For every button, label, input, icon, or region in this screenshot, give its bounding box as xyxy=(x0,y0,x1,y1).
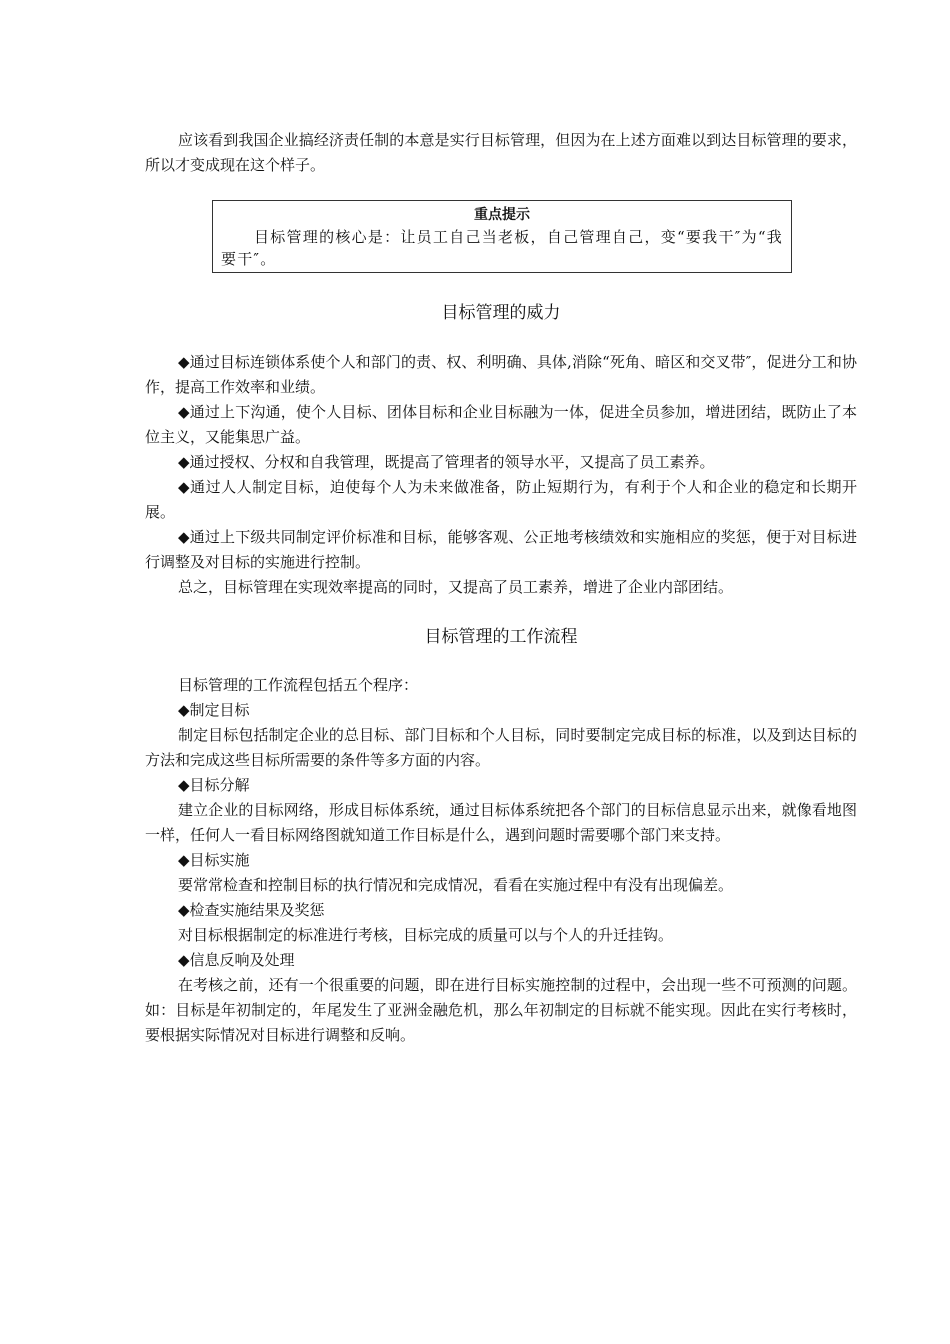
workflow-step-paragraph: 制定目标包括制定企业的总目标、部门目标和个人目标，同时要制定完成目标的标准，以及到达目标的方法和完成这些目标所需要的条件等多方面的内容。 xyxy=(145,726,857,769)
workflow-step-heading: ◆目标分解 xyxy=(178,776,250,794)
workflow-step-heading: ◆目标实施 xyxy=(178,851,250,869)
section-heading-power: 目标管理的威力 xyxy=(441,303,561,323)
power-paragraph: ◆通过上下级共同制定评价标准和目标，能够客观、公正地考核绩效和实施相应的奖惩，便于对目标进行调整及对目标的实施进行控制。 xyxy=(145,528,857,571)
power-paragraph: ◆通过人人制定目标，迫使每个人为未来做准备，防止短期行为，有利于个人和企业的稳定和长期开展。 xyxy=(145,478,857,521)
workflow-step-heading: ◆制定目标 xyxy=(178,701,250,719)
document-content xyxy=(145,128,857,1048)
workflow-step-heading: ◆检查实施结果及奖惩 xyxy=(178,901,325,919)
section-heading-workflow: 目标管理的工作流程 xyxy=(424,627,578,647)
workflow-step-paragraph: 建立企业的目标网络，形成目标体系统，通过目标体系统把各个部门的目标信息显示出来，就像看地图一样，任何人一看目标网络图就知道工作目标是什么，遇到问题时需要哪个部门来支持。 xyxy=(145,801,857,844)
key-tip-body: 目标管理的核心是：让员工自己当老板，自己管理自己，变“要我干″为“我要干″。 xyxy=(221,228,783,268)
key-tip-title: 重点提示 xyxy=(474,207,530,223)
power-summary-paragraph: 总之，目标管理在实现效率提高的同时，又提高了员工素养，增进了企业内部团结。 xyxy=(178,578,734,596)
key-tip-box xyxy=(212,200,792,273)
power-paragraph: ◆通过目标连锁体系使个人和部门的责、权、利明确、具体,消除“死角、暗区和交叉带″，促进分工和协作，提高工作效率和业绩。 xyxy=(145,353,857,396)
workflow-intro-paragraph: 目标管理的工作流程包括五个程序： xyxy=(178,676,419,694)
intro-paragraph: 应该看到我国企业搞经济责任制的本意是实行目标管理，但因为在上述方面难以到达目标管理的要求，所以才变成现在这个样子。 xyxy=(145,131,857,174)
power-paragraph: ◆通过授权、分权和自我管理，既提高了管理者的领导水平，又提高了员工素养。 xyxy=(178,453,715,471)
workflow-step-heading: ◆信息反响及处理 xyxy=(178,951,295,969)
power-paragraph: ◆通过上下沟通，使个人目标、团体目标和企业目标融为一体，促进全员参加，增进团结，既防止了本位主义，又能集思广益。 xyxy=(145,403,857,446)
workflow-step-paragraph: 在考核之前，还有一个很重要的问题，即在进行目标实施控制的过程中，会出现一些不可预测的问题。如：目标是年初制定的，年尾发生了亚洲金融危机，那么年初制定的目标就不能实现。因此在实行考核时，要根据实际情况对目标进行调整和反响。 xyxy=(145,976,857,1044)
workflow-step-paragraph: 对目标根据制定的标准进行考核，目标完成的质量可以与个人的升迁挂钩。 xyxy=(178,926,674,944)
workflow-step-paragraph: 要常常检查和控制目标的执行情况和完成情况，看看在实施过程中有没有出现偏差。 xyxy=(178,876,734,894)
